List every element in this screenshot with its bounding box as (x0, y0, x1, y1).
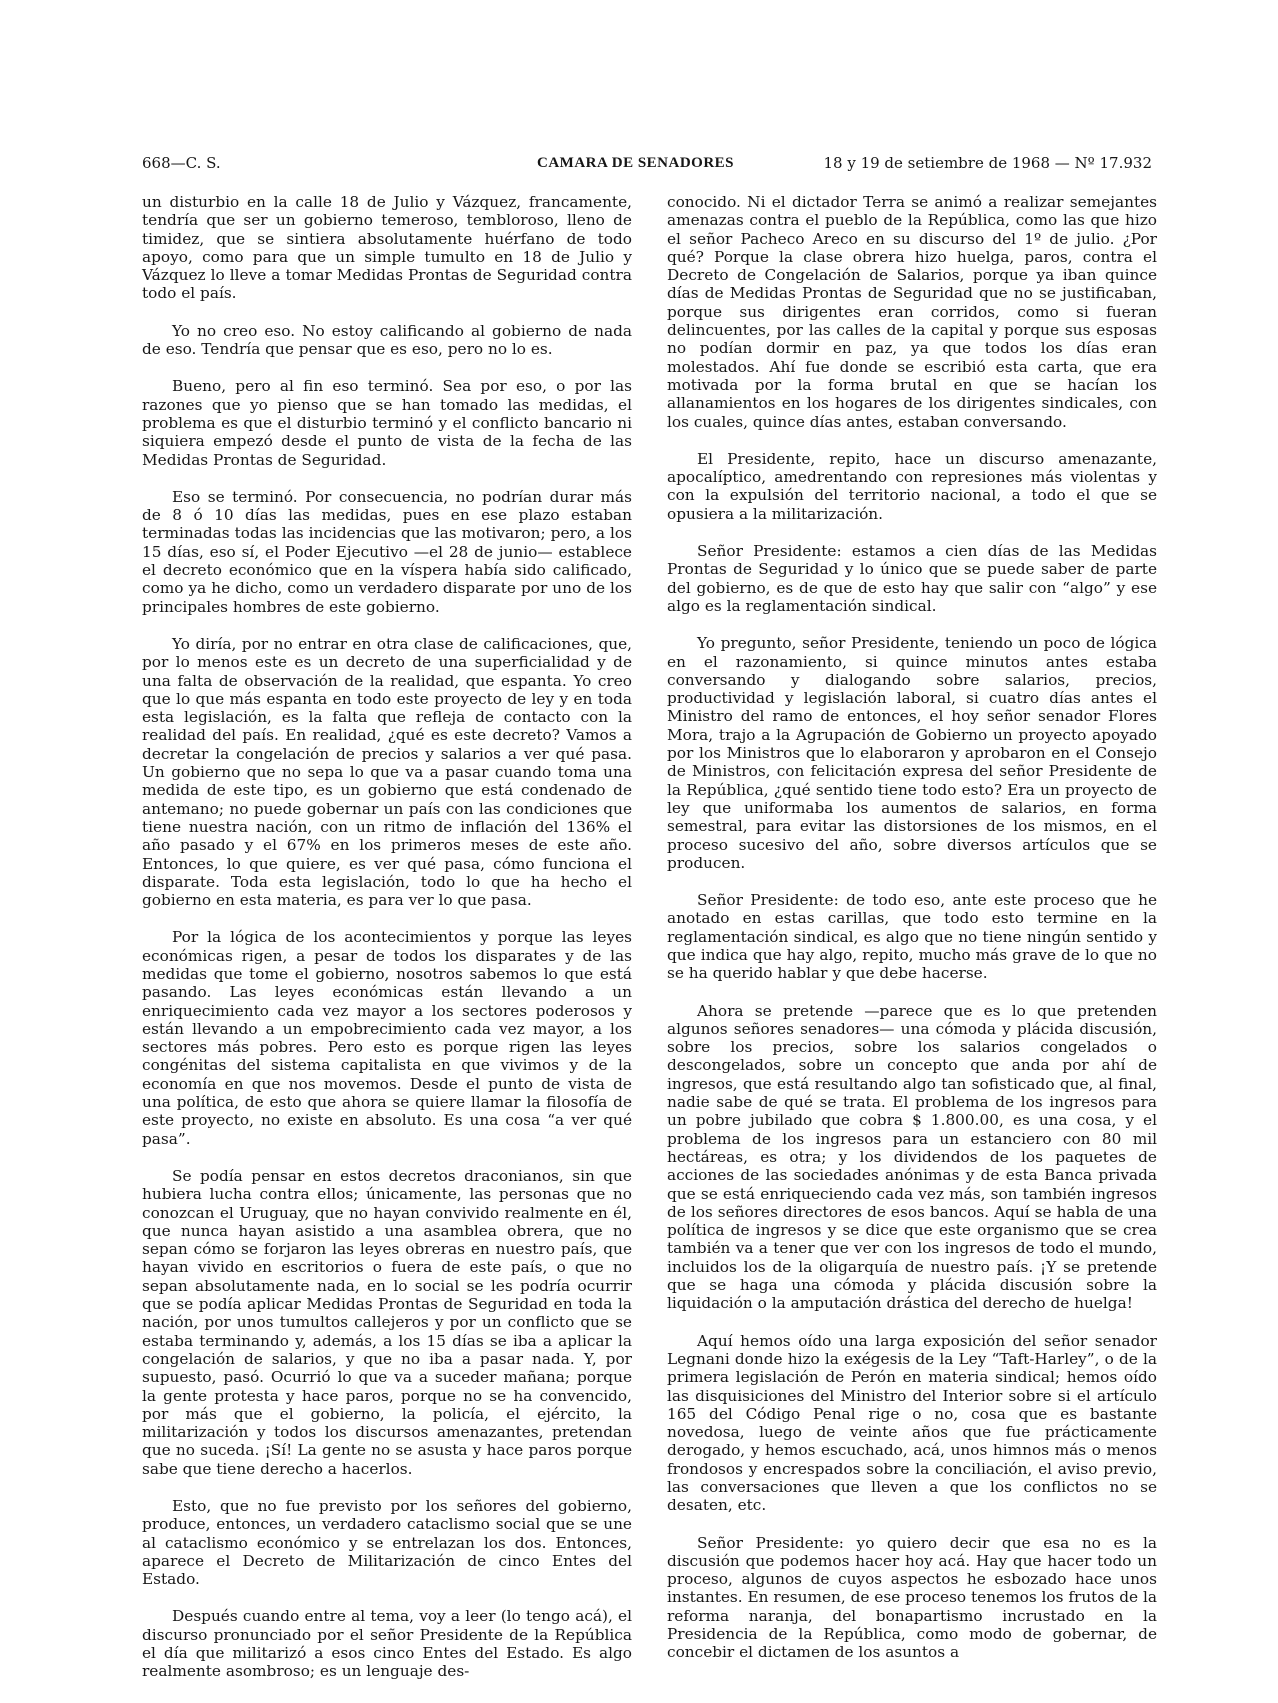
paragraph: Por la lógica de los acontecimientos y porque las leyes económicas rigen, a pesar de todos los disparates y de las medidas que tome el gobierno, nosotros sabemos lo que está pasando. Las leyes económicas están llevando a un enriquecimiento cada vez mayor a los sectores poderosos y están llevando a un empobrecimiento cada vez mayor, a los sectores más pobres. Pero esto es porque rigen las leyes congénitas del sistema capitalista en que vivimos y de la economía en que nos movemos. Desde el punto de vista de una política, de esto que ahora se quiere llamar la filosofía de este proyecto, no existe en absoluto. Es una cosa “a ver qué pasa”. (142, 928, 632, 1148)
paragraph: Yo diría, por no entrar en otra clase de calificaciones, que, por lo menos este es un decreto de una superficialidad y de una falta de observación de la realidad, que espanta. Yo creo que lo que más espanta en todo este proyecto de ley y en toda esta legislación, es la falta que refleja de contacto con la realidad del país. En realidad, ¿qué es este decreto? Vamos a decretar la congelación de precios y salarios a ver qué pasa. Un gobierno que no sepa lo que va a pasar cuando toma una medida de este tipo, es un gobierno que está condenado de antemano; no puede gobernar un país con las condiciones que tiene nuestra nación, con un ritmo de inflación del 136% el año pasado y el 67% en los primeros meses de este año. Entonces, lo que quiere, es ver qué pasa, cómo funciona el disparate. Toda esta legislación, todo lo que ha hecho el gobierno en esta materia, es para ver lo que pasa. (142, 634, 632, 910)
paragraph: Yo no creo eso. No estoy calificando al gobierno de nada de eso. Tendría que pensar que es eso, pero no lo es. (142, 321, 632, 359)
chamber-title: CAMARA DE SENADORES (537, 155, 735, 171)
paragraph: conocido. Ni el dictador Terra se animó a realizar semejantes amenazas contra el pueblo de la República, como las que hizo el señor Pacheco Areco en su discurso del 1º de julio. ¿Por qué? Porque la clase obrera hizo huelga, paros, contra el Decreto de Congelación de Salarios, porque ya iban quince días de Medidas Prontas de Seguridad que no se justificaban, porque sus dirigentes eran corridos, como si fueran delincuentes, por las calles de la capital y porque sus esposas no podían dormir en paz, ya que todos los días eran molestados. Ahí fue donde se escribió esta carta, que era motivada por la forma brutal en que se hacían los allanamientos en los hogares de los dirigentes sindicales, con los cuales, quince días antes, estaban conversando. (667, 193, 1157, 431)
paragraph: Señor Presidente: estamos a cien días de las Medidas Prontas de Seguridad y lo único que se puede saber de parte del gobierno, es de que de esto hay que salir con “algo” y ese algo es la reglamentación sindical. (667, 542, 1157, 615)
paragraph: Señor Presidente: yo quiero decir que esa no es la discusión que podemos hacer hoy acá. Hay que hacer todo un proceso, algunos de cuyos aspectos he esbozado hace unos instantes. En resumen, de ese proceso tenemos los frutos de la reforma naranja, del bonapartismo incrustado en la Presidencia de la República, como modo de gobernar, de concebir el dictamen de los asuntos a (667, 1533, 1157, 1662)
paragraph: Esto, que no fue previsto por los señores del gobierno, produce, entonces, un verdadero cataclismo social que se une al cataclismo económico y se entrelazan los dos. Entonces, aparece el Decreto de Militarización de cinco Entes del Estado. (142, 1497, 632, 1589)
paragraph: Después cuando entre al tema, voy a leer (lo tengo acá), el discurso pronunciado por el señor Presidente de la República el día que militarizó a esos cinco Entes del Estado. Es algo realmente asombroso; es un lenguaje des- (142, 1607, 632, 1681)
paragraph: Yo pregunto, señor Presidente, teniendo un poco de lógica en el razonamiento, si quince minutos antes estaba conversando y dialogando sobre salarios, precios, productividad y legislación laboral, si cuatro días antes el Ministro del ramo de entonces, el hoy señor senador Flores Mora, trajo a la Agrupación de Gobierno un proyecto apoyado por los Ministros que lo elaboraron y aprobaron en el Consejo de Ministros, con felicitación expresa del señor Presidente de la República, ¿qué sentido tiene todo esto? Era un proyecto de ley que uniformaba los aumentos de salarios, en forma semestral, para evitar las distorsiones de los mismos, en el proceso sucesivo del año, sobre diversos artículos que se producen. (667, 634, 1157, 872)
paragraph: Se podía pensar en estos decretos draconianos, sin que hubiera lucha contra ellos; únicamente, las personas que no conozcan el Uruguay, que no hayan convivido realmente en él, que nunca hayan asistido a una asamblea obrera, que no sepan cómo se forjaron las leyes obreras en nuestro país, que hayan vivido en escritorios o fuera de este país, o que no sepan absolutamente nada, en lo social se les podría ocurrir que se podía aplicar Medidas Prontas de Seguridad en toda la nación, por unos tumultos callejeros y por un conflicto que se estaba terminando y, además, a los 15 días se iba a aplicar la congelación de salarios, y que no iba a pasar nada. Y, por supuesto, pasó. Ocurrió lo que va a suceder mañana; porque la gente protesta y hace paros, porque no se ha convencido, por más que el gobierno, la policía, el ejército, la militarización y todos los discursos amenazantes, pretendan que no suceda. ¡Sí! La gente no se asusta y hace paros porque sabe que tiene derecho a hacerlos. (142, 1166, 632, 1478)
paragraph: Ahora se pretende —parece que es lo que pretenden algunos señores senadores— una cómoda y plácida discusión, sobre los precios, sobre los salarios congelados o descongelados, sobre un concepto que anda por ahí de ingresos, que está resultando algo tan sofisticado que, al final, nadie sabe de qué se trata. El problema de los ingresos para un pobre jubilado que cobra $ 1.800.00, es una cosa, y el problema de los ingresos para un estanciero con 80 mil hectáreas, es otra; y los dividendos de los paquetes de acciones de las sociedades anónimas y de esta Banca privada que se está enriqueciendo cada vez más, son también ingresos de los señores directores de esos bancos. Aquí se habla de una política de ingresos y se dice que este organismo que se crea también va a tener que ver con los ingresos de todo el mundo, incluidos los de la oligarquía de nuestro país. ¡Y se pretende que se haga una cómoda y plácida discusión sobre la liquidación o la amputación drástica del derecho de huelga! (667, 1001, 1157, 1313)
paragraph: Señor Presidente: de todo eso, ante este proceso que he anotado en estas carillas, que todo esto termine en la reglamentación sindical, es algo que no tiene ningún sentido y que indica que hay algo, repito, mucho más grave de lo que no se ha querido hablar y que debe hacerse. (667, 891, 1157, 983)
paragraph: El Presidente, repito, hace un discurso amenazante, apocalíptico, amedrentando con represiones más violentas y con la expulsión del territorio nacional, a todo el que se opusiera a la militarización. (667, 449, 1157, 523)
running-header (142, 153, 1152, 177)
right-column (667, 193, 1157, 1662)
paragraph: Eso se terminó. Por consecuencia, no podrían durar más de 8 ó 10 días las medidas, pues en ese plazo estaban terminadas todas las incidencias que las motivaron; pero, a los 15 días, eso sí, el Poder Ejecutivo —el 28 de junio— establece el decreto económico que en la víspera había sido calificado, como ya he dicho, como un verdadero disparate por uno de los principales hombres de este gobierno. (142, 487, 632, 616)
paragraph: Bueno, pero al fin eso terminó. Sea por eso, o por las razones que yo pienso que se han tomado las medidas, el problema es que el disturbio terminó y el conflicto bancario ni siquiera empezó desde el punto de vista de la fecha de las Medidas Prontas de Seguridad. (142, 377, 632, 469)
left-column (142, 193, 632, 1681)
paragraph: un disturbio en la calle 18 de Julio y Vázquez, francamente, tendría que ser un gobierno temeroso, tembloroso, lleno de timidez, que se sintiera absolutamente huérfano de todo apoyo, como para que un simple tumulto en 18 de Julio y Vázquez lo lleve a tomar Medidas Prontas de Seguridad contra todo el país. (142, 193, 632, 303)
page-reference: 668—C. S. (142, 154, 221, 172)
session-date-number: 18 y 19 de setiembre de 1968 — Nº 17.932 (823, 154, 1152, 172)
paragraph: Aquí hemos oído una larga exposición del señor senador Legnani donde hizo la exégesis de la Ley “Taft-Harley”, o de la primera legislación de Perón en materia sindical; hemos oído las disquisiciones del Ministro del Interior sobre si el artículo 165 del Código Penal rige o no, cosa que es bastante novedosa, luego de veinte años que fue prácticamente derogado, y hemos escuchado, acá, unos himnos más o menos frondosos y encrespados sobre la conciliación, el aviso previo, las conversaciones que lleven a que los conflictos no se desaten, etc. (667, 1331, 1157, 1515)
